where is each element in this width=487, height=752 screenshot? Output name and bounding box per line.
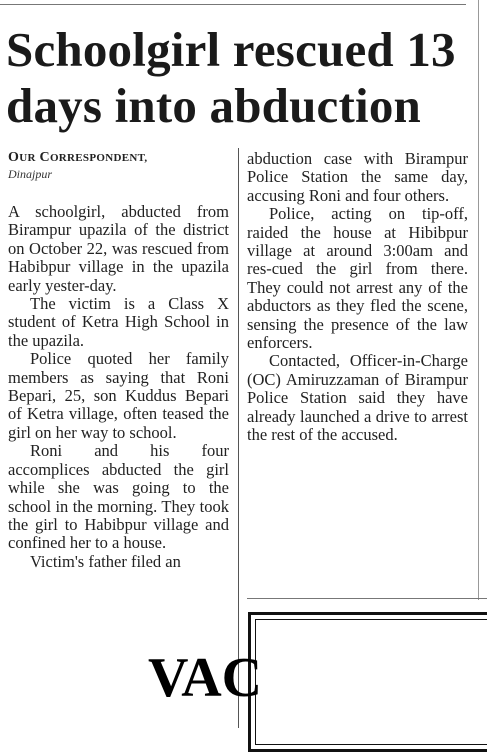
- paragraph: abduction case with Birampur Police Station the same day, accusing Roni and four others.: [247, 149, 468, 205]
- dateline: Dinajpur: [8, 167, 53, 181]
- section-rule: [247, 598, 487, 599]
- paragraph: Victim's father filed an: [30, 551, 181, 571]
- paragraph: Roni and his four accomplices abducted the girl while she was going to the school in the morning. They took the girl to Habibpur village and confined her to a house.: [8, 441, 229, 553]
- top-rule: [0, 4, 466, 5]
- advert-inner-border: [255, 619, 487, 745]
- paragraph: Contacted, Officer-in-Charge (OC) Amiruzzaman of Birampur Police Station said they have already launched a drive to arrest the rest of the accused.: [247, 351, 468, 445]
- paragraph: Police, acting on tip-off, raided the house at Hibibpur village at around 3:00am and res-cued the girl from there. They could not arrest any of the abductors as they fled the scene, sensing the presence of the law enforcers.: [247, 204, 468, 353]
- article-column-1: [8, 203, 229, 571]
- paragraph: A schoolgirl, abducted from Birampur upazila of the district on October 22, was rescued from Habibpur village in the upazila early yester-day.: [8, 202, 229, 295]
- advert-text: VAC: [148, 647, 263, 709]
- article-column-2: [247, 150, 468, 445]
- article-headline: Schoolgirl rescued 13 days into abduction: [6, 22, 456, 133]
- right-column-edge: [478, 0, 479, 600]
- paragraph: The victim is a Class X student of Ketra High School in the upazila.: [8, 294, 229, 350]
- advert-box: [248, 612, 487, 752]
- byline: OUR CORRESPONDENT,: [8, 150, 148, 165]
- column-divider: [238, 148, 239, 728]
- paragraph: Police quoted her family members as saying that Roni Bepari, 25, son Kuddus Bepari of Ketra village, often teased the girl on her way to school.: [8, 349, 229, 442]
